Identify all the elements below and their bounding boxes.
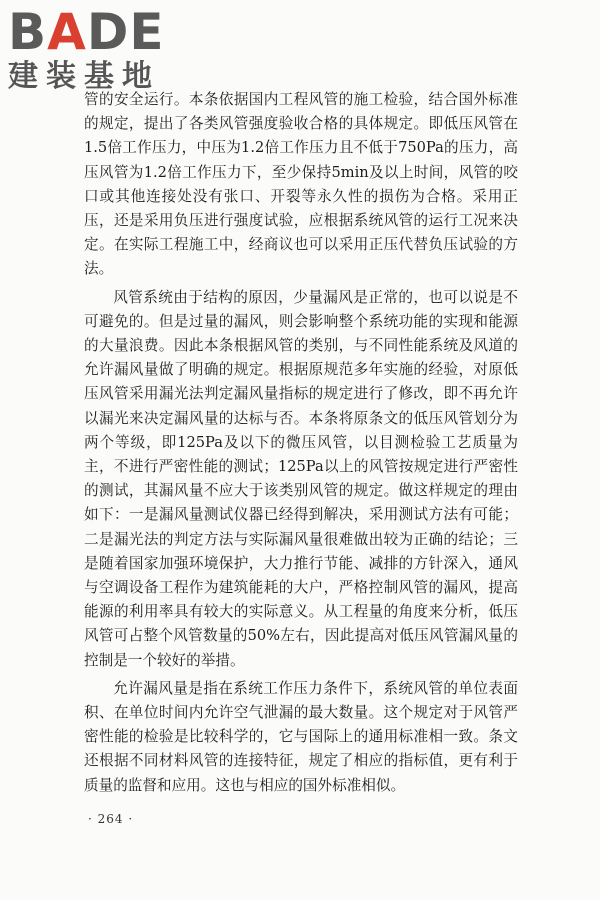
paragraph-allowable-leakage: 允许漏风量是指在系统工作压力条件下，系统风管的单位表面积、在单位时间内允许空气泄漏的最大数量。这个规定对于风管严密性能的检验是比较科学的，它与国际上的通用标准相一致。条文还根据不同材料风管的连接特征，规定了相应的指标值，更有利于质量的监督和应用。这也与相应的国外标准相似。 bbox=[84, 679, 518, 794]
page-number: · 264 · bbox=[88, 812, 134, 826]
page-body bbox=[84, 88, 518, 802]
logo-wordmark bbox=[8, 3, 178, 61]
brand-logo bbox=[8, 3, 178, 96]
logo-subtitle: 建装基地 bbox=[8, 59, 160, 94]
logo-letter-a-accent: A bbox=[47, 3, 87, 61]
paragraph-strength-test: 管的安全运行。本条依据国内工程风管的施工检验，结合国外标准的规定，提出了各类风管强度验收合格的具体规定。即低压风管在1.5倍工作压力，中压为1.2倍工作压力且不低于750Pa的压力，高压风管为1.2倍工作压力下，至少保持5min及以上时间，风管的咬口或其他连接处没有张口、开裂等永久性的损伤为合格。采用正压，还是采用负压进行强度试验，应根据系统风管的运行工况来决定。在实际工程施工中，经商议也可以采用正压代替负压试验的方法。 bbox=[84, 91, 518, 278]
logo-letters-de: DE bbox=[86, 3, 165, 61]
logo-letter-b: B bbox=[8, 3, 48, 61]
paragraph-air-leakage: 风管系统由于结构的原因，少量漏风是正常的，也可以说是不可避免的。但是过量的漏风，则会影响整个系统功能的实现和能源的大量浪费。因此本条根据风管的类别，与不同性能系统及风道的允许漏风量做了明确的规定。根据原规范多年实施的经验，对原低压风管采用漏光法判定漏风量指标的规定进行了修改，即不再允许以漏光来决定漏风量的达标与否。本条将原条文的低压风管划分为两个等级，即125Pa及以下的微压风管，以目测检验工艺质量为主，不进行严密性能的测试；125Pa以上的风管按规定进行严密性的测试，其漏风量不应大于该类别风管的规定。做这样规定的理由如下：一是漏风量测试仪器已经得到解决，采用测试方法有可能；二是漏光法的判定方法与实际漏风量很难做出较为正确的结论；三是随着国家加强环境保护，大力推行节能、减排的方针深入，通风与空调设备工程作为建筑能耗的大户，严格控制风管的漏风，提高能源的利用率具有较大的实际意义。从工程量的角度来分析，低压风管可占整个风管数量的50%左右，因此提高对低压风管漏风量的控制是一个较好的举措。 bbox=[84, 288, 518, 669]
